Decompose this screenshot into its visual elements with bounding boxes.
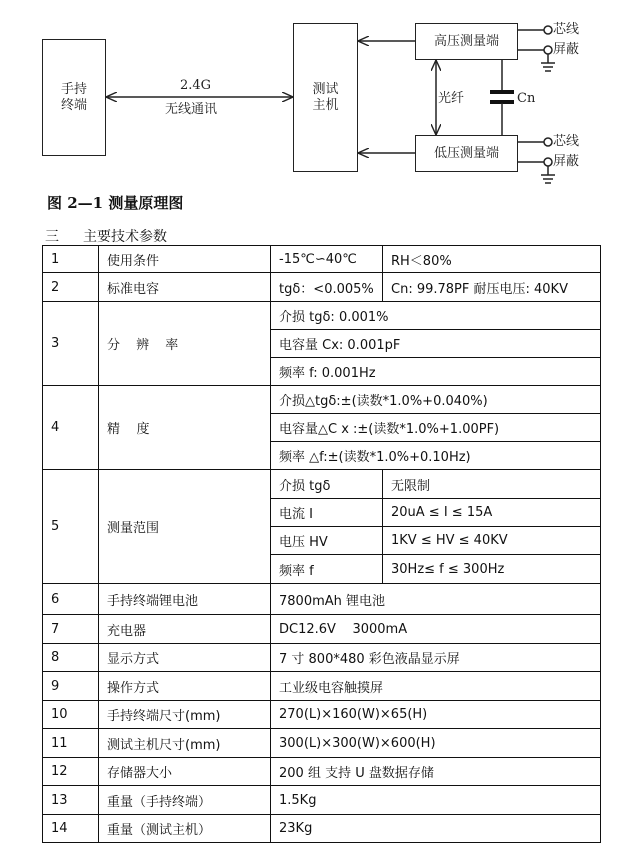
table-row: [43, 758, 601, 786]
range-param: 频率 f: [271, 555, 383, 584]
param-name: 手持终端锂电池: [99, 584, 271, 615]
range-param: 电流 I: [271, 499, 383, 527]
table-row: [43, 246, 601, 273]
param-value: 电容量△C x :±(读数*1.0%+1.00PF): [271, 414, 601, 442]
param-value: 300(L)×300(W)×600(H): [271, 729, 601, 758]
hv-core-terminal: [544, 26, 552, 34]
row-number: 5: [43, 470, 99, 584]
param-value: DC12.6V 3000mA: [271, 615, 601, 644]
param-value: 7800mAh 锂电池: [271, 584, 601, 615]
table-row: [43, 615, 601, 644]
row-number: 14: [43, 815, 99, 843]
range-value: 1KV ≤ HV ≤ 40KV: [383, 527, 601, 555]
table-row: [43, 386, 601, 414]
param-name: 精 度: [99, 386, 271, 470]
param-value: 电容量 Cx: 0.001pF: [271, 330, 601, 358]
lv-core-label: 芯线: [553, 134, 580, 149]
link-frequency-label: 2.4G: [180, 78, 212, 93]
section-title: 主要技术参数: [83, 229, 167, 245]
row-number: 3: [43, 302, 99, 386]
param-name: 重量（手持终端）: [99, 786, 271, 815]
lv-shield-label: 屏蔽: [553, 154, 580, 169]
param-value: 200 组 支持 U 盘数据存储: [271, 758, 601, 786]
param-name: 标准电容: [99, 273, 271, 302]
param-value: 23Kg: [271, 815, 601, 843]
row-number: 9: [43, 672, 99, 701]
section-number: 三: [45, 229, 59, 245]
param-name: 显示方式: [99, 644, 271, 672]
param-value: 频率 f: 0.001Hz: [271, 358, 601, 386]
param-value: 1.5Kg: [271, 786, 601, 815]
capacitor-symbol: [490, 90, 514, 94]
table-row: [43, 273, 601, 302]
range-param: 介损 tgδ: [271, 470, 383, 499]
param-value: Cn: 99.78PF 耐压电压: 40KV: [383, 273, 601, 302]
link-type-label: 无线通讯: [165, 102, 218, 117]
row-number: 11: [43, 729, 99, 758]
lv-shield-terminal: [544, 158, 552, 166]
row-number: 4: [43, 386, 99, 470]
table-row: [43, 672, 601, 701]
row-number: 7: [43, 615, 99, 644]
range-param: 电压 HV: [271, 527, 383, 555]
hv-shield-terminal: [544, 46, 552, 54]
range-value: 30Hz≤ f ≤ 300Hz: [383, 555, 601, 584]
range-value: 20uA ≤ I ≤ 15A: [383, 499, 601, 527]
row-number: 12: [43, 758, 99, 786]
handheld-terminal-box: 手持 终端: [42, 39, 106, 156]
fiber-label: 光纤: [438, 91, 465, 106]
param-name: 存储器大小: [99, 758, 271, 786]
param-value: 介损 tgδ: 0.001%: [271, 302, 601, 330]
param-name: 重量（测试主机）: [99, 815, 271, 843]
row-number: 2: [43, 273, 99, 302]
param-name: 分 辨 率: [99, 302, 271, 386]
param-name: 充电器: [99, 615, 271, 644]
lv-core-terminal: [544, 138, 552, 146]
test-host-box: 测试 主机: [293, 23, 358, 172]
table-row: [43, 815, 601, 843]
param-name: 操作方式: [99, 672, 271, 701]
table-row: [43, 786, 601, 815]
table-row: [43, 701, 601, 729]
param-value: 介损△tgδ:±(读数*1.0%+0.040%): [271, 386, 601, 414]
row-number: 10: [43, 701, 99, 729]
row-number: 13: [43, 786, 99, 815]
param-name: 手持终端尺寸(mm): [99, 701, 271, 729]
row-number: 1: [43, 246, 99, 273]
param-value: 7 寸 800*480 彩色液晶显示屏: [271, 644, 601, 672]
param-value: RH＜80%: [383, 246, 601, 273]
param-value: 频率 △f:±(读数*1.0%+0.10Hz): [271, 442, 601, 470]
param-name: 使用条件: [99, 246, 271, 273]
table-row: [43, 470, 601, 499]
table-row: [43, 302, 601, 330]
section-heading: [45, 226, 167, 246]
spec-table: [42, 245, 601, 843]
table-row: [43, 584, 601, 615]
hv-core-label: 芯线: [553, 22, 580, 37]
param-value: 270(L)×160(W)×65(H): [271, 701, 601, 729]
param-name: 测试主机尺寸(mm): [99, 729, 271, 758]
param-value: -15℃∽40℃: [271, 246, 383, 273]
hv-measure-end-box: 高压测量端: [415, 23, 518, 60]
param-name: 测量范围: [99, 470, 271, 584]
param-value: tgδ：<0.005%: [271, 273, 383, 302]
figure-caption: 图 2—1 测量原理图: [47, 194, 184, 212]
table-row: [43, 644, 601, 672]
capacitor-label: Cn: [517, 91, 536, 106]
row-number: 6: [43, 584, 99, 615]
lv-measure-end-box: 低压测量端: [415, 135, 518, 172]
row-number: 8: [43, 644, 99, 672]
table-row: [43, 729, 601, 758]
range-value: 无限制: [383, 470, 601, 499]
param-value: 工业级电容触摸屏: [271, 672, 601, 701]
hv-shield-label: 屏蔽: [553, 42, 580, 57]
